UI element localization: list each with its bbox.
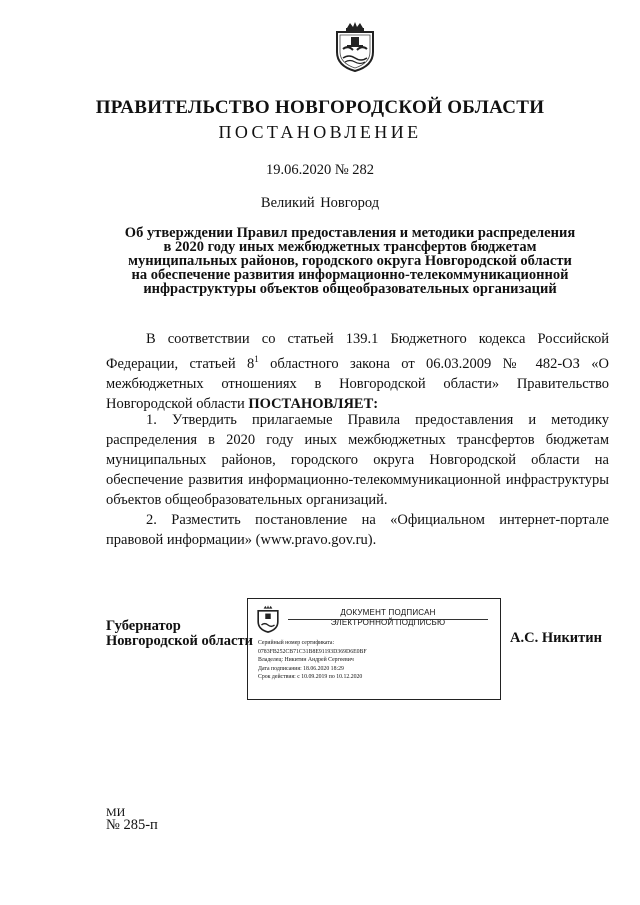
novgorod-coat-of-arms-small-icon — [256, 605, 280, 633]
footer-initials: МИ — [106, 805, 126, 819]
document-type: ПОСТАНОВЛЕНИЕ — [218, 122, 422, 142]
footer-document-number: № 285-п — [106, 817, 158, 833]
preamble-text: областного закона от 06.03.2009 № 482-ОЗ «О межбюджетных отношениях в Новгородской области» Правительство Новгородской области — [106, 355, 609, 412]
subject-line: инфраструктуры объектов общеобразовательных организаций — [143, 281, 557, 297]
preamble-text: В соответствии со статьей 139.1 Бюджетного кодекса Российской Федерации, статьей 8 — [106, 331, 609, 372]
document-subject — [110, 226, 590, 296]
superscript: 1 — [254, 354, 259, 364]
signatory-position — [106, 619, 253, 649]
stamp-fields — [258, 639, 498, 682]
stamp-validity: Срок действия: с 10.09.2019 по 10.12.2020 — [258, 674, 363, 681]
item-2-paragraph: 2. Разместить постановление на «Официальном интернет-портале правовой информации» (www.pravo.gov.ru). — [106, 512, 609, 548]
stamp-serial-label: Серийный номер сертификата: — [258, 640, 335, 646]
government-title: ПРАВИТЕЛЬСТВО НОВГОРОДСКОЙ ОБЛАСТИ — [95, 97, 545, 118]
document-place: Великий Новгород — [260, 195, 380, 211]
stamp-heading-line: ЭЛЕКТРОННОЙ ПОДПИСЬЮ — [330, 618, 446, 627]
document-date-number: 19.06.2020 № 282 — [265, 162, 375, 178]
stamp-divider — [288, 619, 488, 620]
subject-line: на обеспечение развития информационно-телекоммуникационной — [131, 267, 569, 283]
electronic-signature-stamp — [247, 598, 501, 700]
stamp-serial-value: 0783FB252CB71C31B8E91193D369D6E0BF — [258, 648, 367, 655]
stamp-heading — [288, 608, 488, 628]
subject-line: Об утверждении Правил предоставления и методики распределения — [124, 225, 576, 241]
resolves-keyword: ПОСТАНОВЛЯЕТ: — [248, 395, 379, 412]
position-line: Новгородской области — [106, 633, 253, 649]
stamp-heading-line: ДОКУМЕНТ ПОДПИСАН — [340, 608, 436, 617]
stamp-signed-date: Дата подписания: 18.06.2020 18:29 — [258, 665, 344, 672]
subject-line: в 2020 году иных межбюджетных трансфертов бюджетам — [163, 239, 537, 255]
preamble-paragraph — [106, 329, 609, 414]
novgorod-coat-of-arms-icon — [333, 22, 377, 72]
item-1-paragraph: 1. Утвердить прилагаемые Правила предоставления и методику распределения в 2020 году иных межбюджетных трансфертов бюджетам муниципальных районов, городского округа Новгородской области на обеспечение развития информационно-телекоммуникационной инфраструктуры объектов общеобразовательных организаций. — [106, 412, 609, 508]
subject-line: муниципальных районов, городского округа Новгородской области — [128, 253, 572, 269]
stamp-owner: Владелец: Никитин Андрей Сергеевич — [258, 657, 354, 664]
signatory-name: А.С. Никитин — [510, 630, 602, 646]
position-line: Губернатор — [106, 618, 181, 634]
